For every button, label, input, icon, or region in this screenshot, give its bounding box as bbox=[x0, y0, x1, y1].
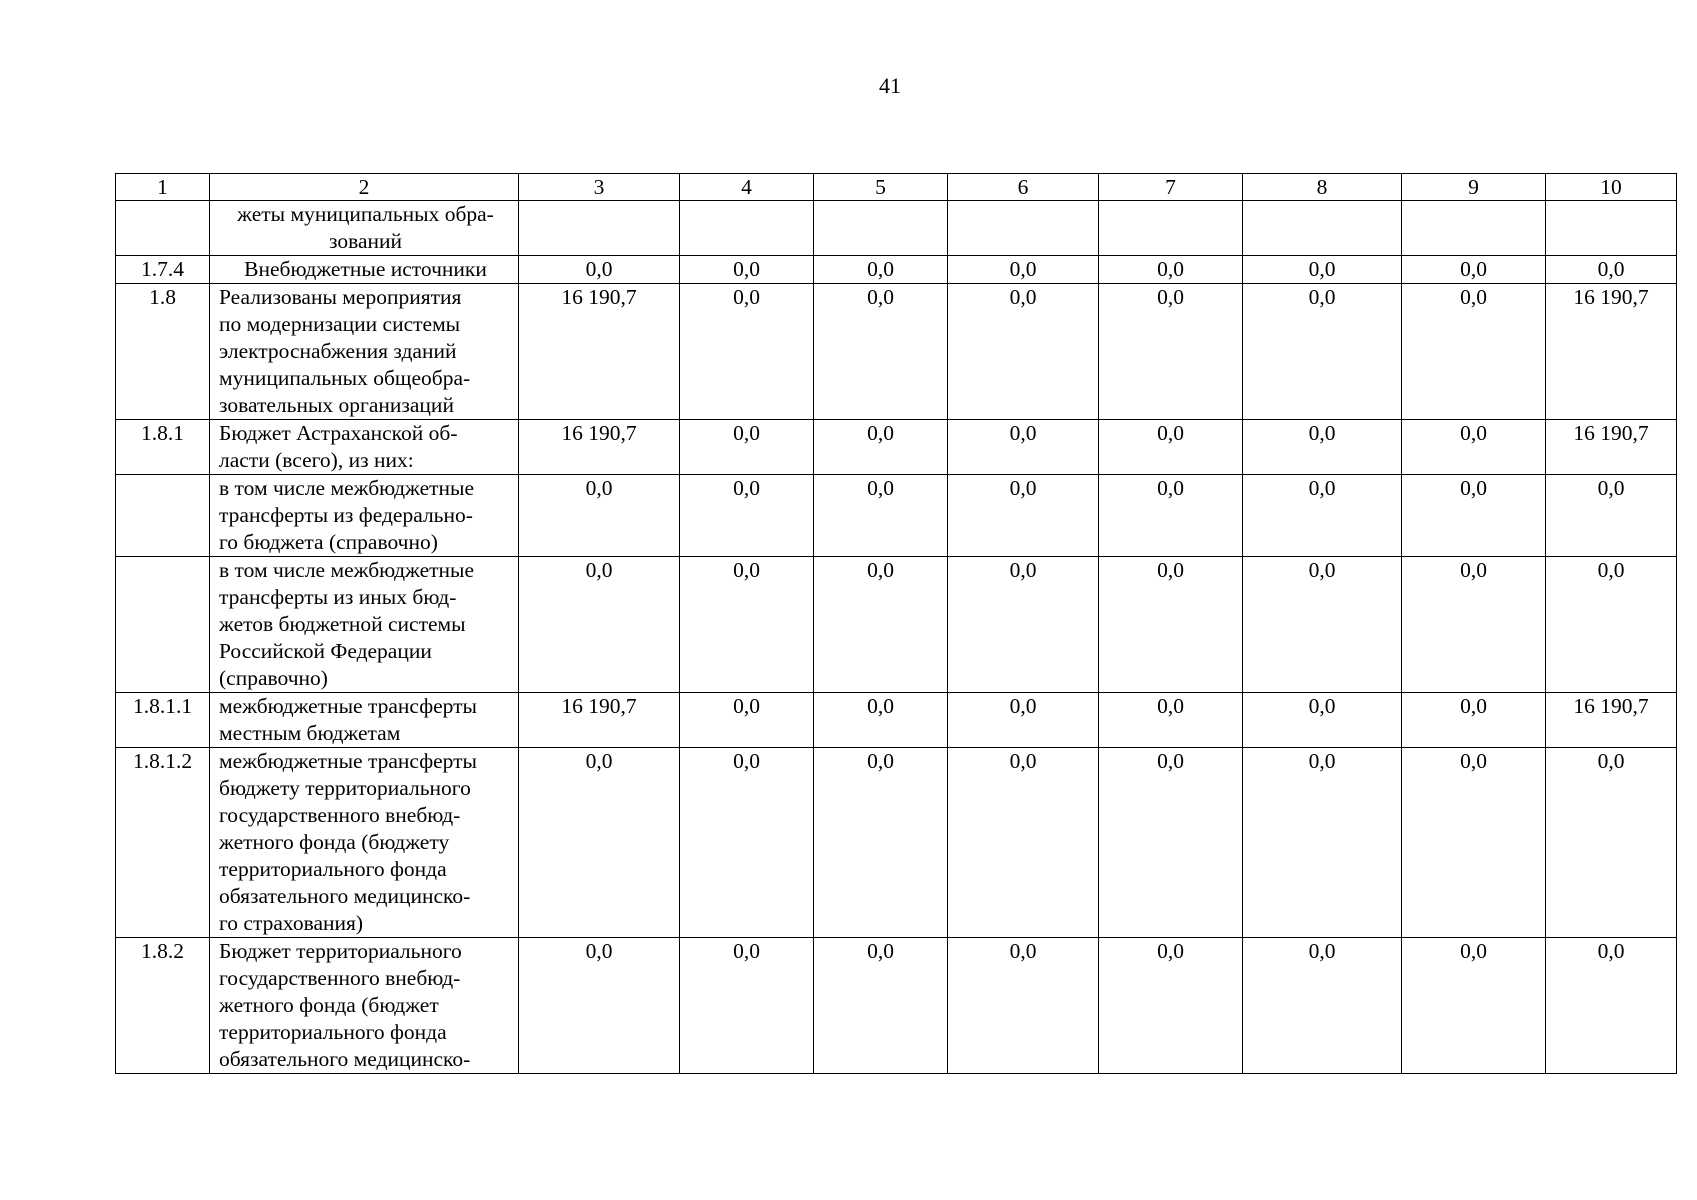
table-row bbox=[116, 693, 1677, 748]
row-value: 0,0 bbox=[1546, 748, 1677, 938]
column-header: 4 bbox=[680, 174, 814, 201]
row-value: 0,0 bbox=[1099, 420, 1243, 475]
table-row bbox=[116, 475, 1677, 557]
row-value bbox=[519, 201, 680, 256]
row-value: 0,0 bbox=[1243, 557, 1402, 693]
row-value: 0,0 bbox=[680, 748, 814, 938]
column-header: 7 bbox=[1099, 174, 1243, 201]
row-value: 16 190,7 bbox=[1546, 284, 1677, 420]
row-value: 0,0 bbox=[814, 420, 948, 475]
row-value: 0,0 bbox=[948, 938, 1099, 1074]
row-code: 1.8.1.2 bbox=[116, 748, 210, 938]
row-description: в том числе межбюджетные трансферты из федерально- го бюджета (справочно) bbox=[210, 475, 519, 557]
row-value: 16 190,7 bbox=[1546, 693, 1677, 748]
row-value bbox=[680, 201, 814, 256]
row-value bbox=[1402, 201, 1546, 256]
table-row bbox=[116, 748, 1677, 938]
row-value: 16 190,7 bbox=[1546, 420, 1677, 475]
column-header: 10 bbox=[1546, 174, 1677, 201]
row-value: 0,0 bbox=[814, 938, 948, 1074]
row-value: 0,0 bbox=[680, 284, 814, 420]
row-code: 1.8.1 bbox=[116, 420, 210, 475]
row-description: Реализованы мероприятия по модернизации системы электроснабжения зданий муниципальных общеобра- зовательных организаций bbox=[210, 284, 519, 420]
row-value: 0,0 bbox=[1099, 748, 1243, 938]
row-value: 0,0 bbox=[1402, 557, 1546, 693]
row-value: 0,0 bbox=[948, 693, 1099, 748]
row-value: 0,0 bbox=[519, 256, 680, 284]
row-value: 0,0 bbox=[680, 475, 814, 557]
row-value: 16 190,7 bbox=[519, 420, 680, 475]
table-row bbox=[116, 201, 1677, 256]
row-description: межбюджетные трансферты бюджету территориального государственного внебюд- жетного фонда (бюджету территориального фонда обязательного медицинско- го страхования) bbox=[210, 748, 519, 938]
row-value: 0,0 bbox=[1402, 693, 1546, 748]
row-value: 0,0 bbox=[1243, 475, 1402, 557]
row-value: 0,0 bbox=[680, 693, 814, 748]
row-description: в том числе межбюджетные трансферты из иных бюд- жетов бюджетной системы Российской Федерации (справочно) bbox=[210, 557, 519, 693]
row-code: 1.7.4 bbox=[116, 256, 210, 284]
row-value: 0,0 bbox=[1099, 475, 1243, 557]
table-row bbox=[116, 557, 1677, 693]
row-value: 0,0 bbox=[519, 938, 680, 1074]
column-header: 9 bbox=[1402, 174, 1546, 201]
row-value: 0,0 bbox=[1099, 938, 1243, 1074]
row-value: 0,0 bbox=[948, 420, 1099, 475]
row-value: 0,0 bbox=[814, 256, 948, 284]
row-value: 0,0 bbox=[814, 693, 948, 748]
row-code: 1.8.1.1 bbox=[116, 693, 210, 748]
row-description: жеты муниципальных обра- зований bbox=[210, 201, 519, 256]
row-description: Внебюджетные источники bbox=[210, 256, 519, 284]
row-value: 0,0 bbox=[948, 475, 1099, 557]
column-header: 2 bbox=[210, 174, 519, 201]
column-header: 5 bbox=[814, 174, 948, 201]
table-row bbox=[116, 420, 1677, 475]
row-value: 0,0 bbox=[1243, 693, 1402, 748]
table-row bbox=[116, 256, 1677, 284]
row-value: 0,0 bbox=[1402, 256, 1546, 284]
column-header: 8 bbox=[1243, 174, 1402, 201]
row-code: 1.8.2 bbox=[116, 938, 210, 1074]
row-value: 0,0 bbox=[814, 284, 948, 420]
row-value: 0,0 bbox=[814, 748, 948, 938]
column-header: 3 bbox=[519, 174, 680, 201]
row-description: межбюджетные трансферты местным бюджетам bbox=[210, 693, 519, 748]
row-value bbox=[814, 201, 948, 256]
row-value: 0,0 bbox=[680, 256, 814, 284]
row-code bbox=[116, 557, 210, 693]
table-row bbox=[116, 284, 1677, 420]
page-number: 41 bbox=[879, 73, 901, 98]
row-value: 0,0 bbox=[1402, 748, 1546, 938]
column-header: 1 bbox=[116, 174, 210, 201]
table-header-row bbox=[116, 174, 1677, 201]
row-value: 0,0 bbox=[1402, 284, 1546, 420]
row-value: 0,0 bbox=[1099, 693, 1243, 748]
row-value: 0,0 bbox=[680, 938, 814, 1074]
row-code bbox=[116, 475, 210, 557]
column-header: 6 bbox=[948, 174, 1099, 201]
row-value: 0,0 bbox=[519, 748, 680, 938]
row-value: 0,0 bbox=[1546, 938, 1677, 1074]
row-description: Бюджет Астраханской об- ласти (всего), из них: bbox=[210, 420, 519, 475]
row-value: 0,0 bbox=[1099, 284, 1243, 420]
row-value bbox=[1243, 201, 1402, 256]
row-value: 0,0 bbox=[519, 475, 680, 557]
row-value: 0,0 bbox=[1099, 557, 1243, 693]
row-value: 0,0 bbox=[1243, 284, 1402, 420]
row-value: 16 190,7 bbox=[519, 693, 680, 748]
row-value: 0,0 bbox=[948, 256, 1099, 284]
row-value: 0,0 bbox=[1243, 256, 1402, 284]
row-value: 0,0 bbox=[948, 284, 1099, 420]
row-value: 0,0 bbox=[1243, 938, 1402, 1074]
row-value: 0,0 bbox=[519, 557, 680, 693]
row-value: 0,0 bbox=[680, 557, 814, 693]
row-value: 0,0 bbox=[1546, 256, 1677, 284]
row-value: 0,0 bbox=[814, 475, 948, 557]
row-code bbox=[116, 201, 210, 256]
row-description: Бюджет территориального государственного внебюд- жетного фонда (бюджет территориального фонда обязательного медицинско- bbox=[210, 938, 519, 1074]
row-value: 0,0 bbox=[948, 748, 1099, 938]
row-value: 0,0 bbox=[1546, 475, 1677, 557]
row-value: 0,0 bbox=[1243, 748, 1402, 938]
row-value: 0,0 bbox=[1402, 475, 1546, 557]
row-value: 0,0 bbox=[1402, 938, 1546, 1074]
row-value: 0,0 bbox=[1546, 557, 1677, 693]
row-value bbox=[1099, 201, 1243, 256]
row-value bbox=[1546, 201, 1677, 256]
row-value: 0,0 bbox=[948, 557, 1099, 693]
row-value: 0,0 bbox=[1243, 420, 1402, 475]
row-value: 0,0 bbox=[814, 557, 948, 693]
row-value: 0,0 bbox=[1402, 420, 1546, 475]
table-row bbox=[116, 938, 1677, 1074]
row-value: 0,0 bbox=[680, 420, 814, 475]
row-value: 16 190,7 bbox=[519, 284, 680, 420]
row-value: 0,0 bbox=[1099, 256, 1243, 284]
budget-table bbox=[115, 173, 1677, 1074]
row-code: 1.8 bbox=[116, 284, 210, 420]
row-value bbox=[948, 201, 1099, 256]
